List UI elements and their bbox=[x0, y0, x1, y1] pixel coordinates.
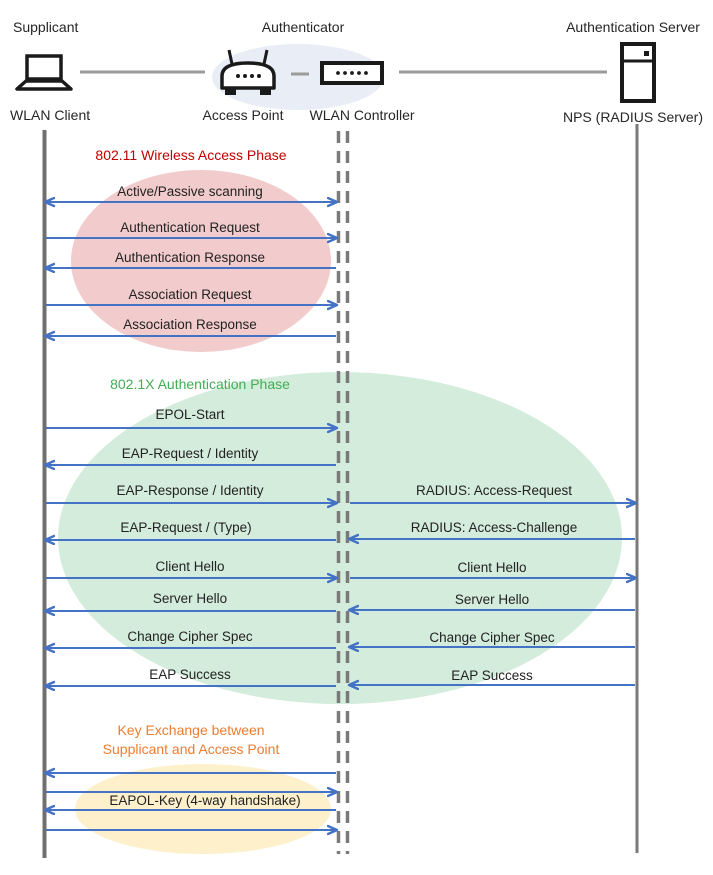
node-wlan-client-label: WLAN Client bbox=[10, 107, 91, 123]
message-label: RADIUS: Access-Challenge bbox=[410, 520, 578, 535]
message-label: EAP-Response / Identity bbox=[116, 483, 264, 498]
message-label: Server Hello bbox=[152, 591, 228, 606]
node-access-point-label: Access Point bbox=[202, 107, 284, 123]
role-authentication-server: Authentication Server bbox=[566, 19, 700, 35]
role-authenticator: Authenticator bbox=[261, 19, 345, 35]
message-label: Server Hello bbox=[454, 592, 530, 607]
message-label: Authentication Response bbox=[114, 250, 266, 265]
message-label: EAP-Request / Identity bbox=[121, 446, 259, 461]
phase-title-key-exchange-line2: Supplicant and Access Point bbox=[102, 741, 280, 757]
laptop-icon bbox=[12, 53, 76, 93]
message-label: EAP Success bbox=[149, 667, 231, 682]
message-label: Client Hello bbox=[155, 559, 225, 574]
node-nps-label: NPS (RADIUS Server) bbox=[562, 109, 704, 125]
message-label: Authentication Request bbox=[120, 220, 260, 235]
phase-title-key-exchange-line1: Key Exchange between bbox=[117, 722, 265, 738]
server-icon bbox=[619, 42, 657, 104]
message-label: Active/Passive scanning bbox=[117, 184, 263, 199]
message-label: Client Hello bbox=[457, 560, 527, 575]
message-label: Association Request bbox=[128, 287, 252, 302]
phase-title-80211: 802.11 Wireless Access Phase bbox=[95, 147, 287, 163]
node-wlan-controller-label: WLAN Controller bbox=[309, 107, 415, 123]
message-label: EAP-Request / (Type) bbox=[120, 520, 252, 535]
message-label: RADIUS: Access-Request bbox=[415, 483, 573, 498]
message-label: Change Cipher Spec bbox=[127, 629, 253, 644]
message-label: Association Response bbox=[123, 317, 257, 332]
wlan-controller-icon bbox=[320, 61, 384, 85]
access-point-icon bbox=[216, 48, 280, 100]
message-label: EPOL-Start bbox=[155, 407, 225, 422]
message-label: Change Cipher Spec bbox=[429, 630, 555, 645]
phase-title-8021x: 802.1X Authentication Phase bbox=[110, 376, 290, 392]
message-label: EAP Success bbox=[451, 668, 533, 683]
role-supplicant: Supplicant bbox=[13, 19, 79, 35]
message-label: EAPOL-Key (4-way handshake) bbox=[109, 793, 301, 808]
